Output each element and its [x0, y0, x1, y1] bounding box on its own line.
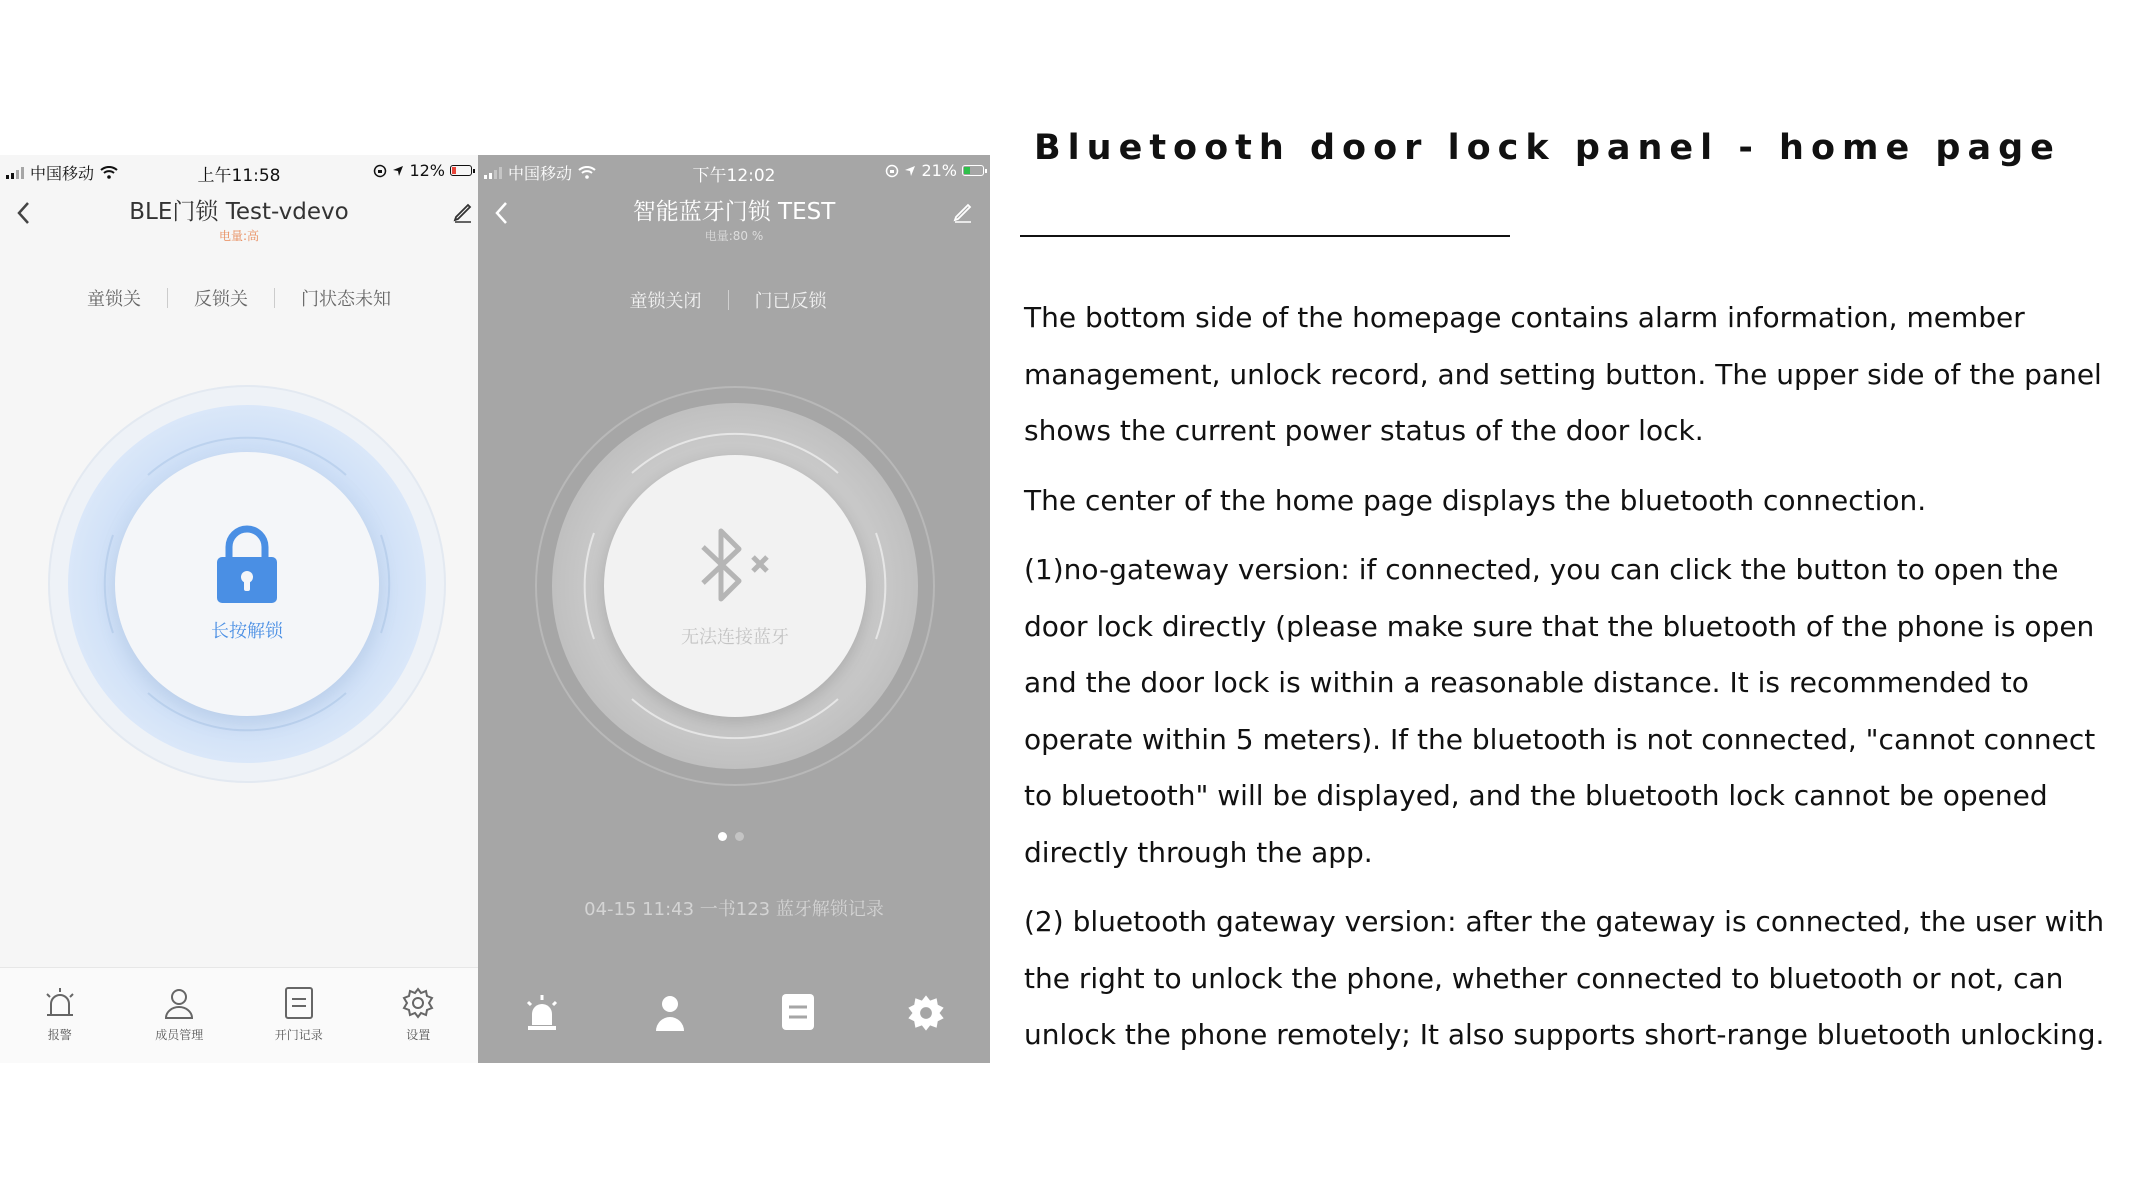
battery-level-label: 电量:80 %	[704, 229, 764, 243]
tab-settings[interactable]	[359, 968, 479, 1063]
tab-alarm[interactable]	[0, 968, 120, 1063]
anti-lock-state: 反锁关	[194, 289, 248, 310]
phone-screenshot-disconnected	[478, 155, 990, 1063]
tab-unlock-records[interactable]	[734, 953, 862, 1063]
page-title: BLE门锁 Test-vdevo	[129, 199, 349, 225]
tab-alarm[interactable]	[478, 953, 606, 1063]
page-indicator	[718, 832, 744, 841]
clock: 下午12:02	[692, 166, 776, 186]
lock-state-row	[0, 285, 478, 311]
alarm-icon	[523, 993, 561, 1033]
paragraph: The center of the home page displays the bluetooth connection.	[1024, 483, 1927, 517]
nav-bar	[478, 185, 990, 245]
clock: 上午11:58	[197, 166, 281, 186]
location-icon	[392, 165, 404, 177]
cannot-connect-label: 无法连接蓝牙	[681, 627, 789, 648]
rotation-lock-icon	[373, 164, 387, 178]
tab-label: 设置	[406, 1028, 431, 1042]
edit-icon[interactable]	[452, 201, 474, 223]
gear-icon	[906, 993, 946, 1033]
tab-bar	[478, 953, 990, 1063]
page-dot-active	[718, 832, 727, 841]
edit-icon[interactable]	[952, 201, 974, 223]
person-icon	[162, 986, 196, 1020]
nav-bar	[0, 185, 478, 245]
carrier-label: 中国移动	[508, 164, 573, 183]
tab-unlock-records[interactable]	[239, 968, 359, 1063]
tab-settings[interactable]	[862, 953, 990, 1063]
carrier-label: 中国移动	[30, 164, 95, 183]
title-underline	[1020, 235, 1510, 237]
panel-title: Bluetooth door lock panel - home page	[1034, 128, 2061, 168]
person-icon	[653, 993, 687, 1033]
tab-label: 开门记录	[274, 1028, 323, 1042]
long-press-unlock-label: 长按解锁	[211, 621, 283, 642]
battery-icon	[962, 165, 984, 176]
record-list-icon	[284, 986, 314, 1020]
paragraph: (2) bluetooth gateway version: after the gateway is connected, the user with the right to unlock the phone, whether connected to bluetooth or not, can unlock the phone remotely; It also supports short-range bluetooth unlocking.	[1024, 905, 2105, 1051]
bluetooth-disconnected-icon	[695, 523, 777, 607]
panel-body	[1024, 290, 2114, 1077]
phone-screenshot-connected	[0, 155, 478, 1063]
child-lock-state: 童锁关闭	[629, 291, 702, 312]
page-dot	[735, 832, 744, 841]
tab-members[interactable]	[120, 968, 240, 1063]
lock-state-row	[478, 287, 990, 313]
padlock-icon	[213, 525, 281, 607]
battery-percent: 21%	[921, 161, 957, 180]
page-title: 智能蓝牙门锁 TEST	[632, 199, 836, 225]
record-list-icon	[781, 993, 815, 1031]
status-bar	[0, 155, 478, 185]
latest-unlock-record[interactable]: 04-15 11:43 一书123 蓝牙解锁记录	[584, 899, 884, 920]
rotation-lock-icon	[885, 164, 899, 178]
status-bar	[478, 155, 990, 185]
door-state: 门状态未知	[301, 289, 391, 310]
tab-label: 报警	[47, 1028, 72, 1042]
tab-members[interactable]	[606, 953, 734, 1063]
child-lock-state: 童锁关	[87, 289, 141, 310]
anti-lock-state: 门已反锁	[754, 291, 827, 312]
battery-level-label: 电量:高	[218, 229, 260, 243]
tab-bar	[0, 967, 478, 1063]
description-panel	[1020, 0, 2120, 1200]
paragraph: (1)no-gateway version: if connected, you can click the button to open the door lock directly (please make sure that the bluetooth of the phone is open and the door lock is within a reasonable distance. It is recommended to operate within 5 meters). If the bluetooth is not connected, "cannot connect to bluetooth" will be displayed, and the bluetooth lock cannot be opened directly through the app.	[1024, 553, 2096, 869]
battery-percent: 12%	[409, 161, 445, 180]
tab-label: 成员管理	[155, 1028, 204, 1042]
alarm-icon	[42, 986, 78, 1020]
paragraph: The bottom side of the homepage contains alarm information, member management, unlock record, and setting button. The upper side of the panel shows the current power status of the door lock.	[1024, 301, 2102, 447]
location-icon	[904, 165, 916, 177]
gear-icon	[401, 986, 435, 1020]
battery-icon	[450, 165, 472, 176]
